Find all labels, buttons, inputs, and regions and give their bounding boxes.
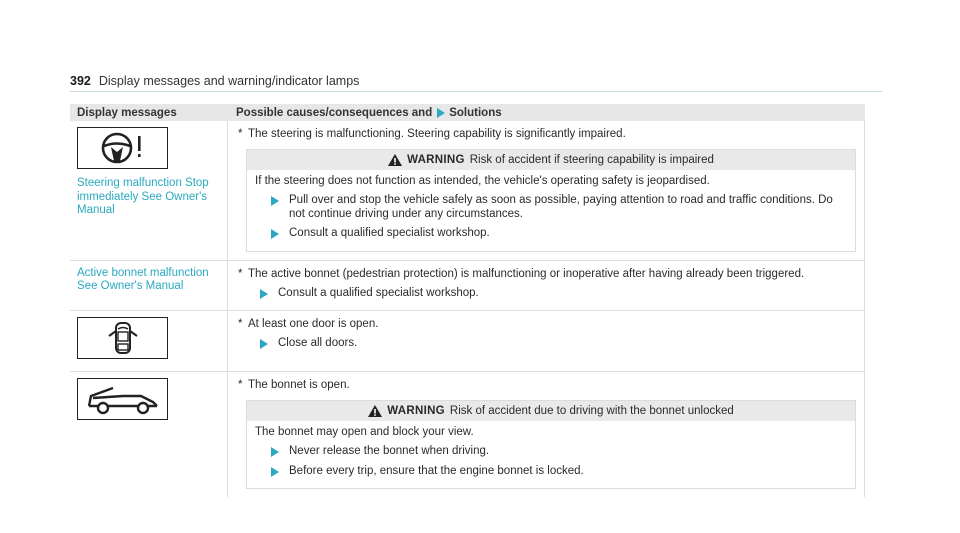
- table-row: [70, 261, 865, 312]
- message-cell: [70, 311, 228, 371]
- table-row: [70, 121, 865, 261]
- table-row: [70, 311, 865, 372]
- solution-text: Pull over and stop the vehicle safely as soon as possible, paying attention to road and traffic conditions. Do not continue driving under any circumstances.: [289, 194, 833, 220]
- solution-arrow-icon: [271, 467, 279, 477]
- solution-arrow-icon: [260, 289, 268, 299]
- message-text: Steering malfunction Stop immediately See Owner's Manual: [77, 177, 209, 216]
- solution-step: [260, 337, 856, 351]
- solution-step: [271, 445, 847, 459]
- footnote-star: *: [238, 318, 243, 330]
- cause-text: The bonnet is open.: [248, 379, 350, 391]
- solution-text: Consult a qualified specialist workshop.: [289, 227, 490, 239]
- solution-arrow-icon: [271, 196, 279, 206]
- footnote-star: *: [238, 267, 243, 280]
- solution-text: Before every trip, ensure that the engine bonnet is locked.: [289, 464, 584, 477]
- warning-body: [247, 170, 855, 251]
- table-row: [70, 372, 865, 497]
- cause-line: [236, 267, 856, 281]
- col-header-causes: [228, 107, 502, 119]
- footnote-star: *: [238, 379, 243, 391]
- door-open-icon: [77, 317, 168, 359]
- warning-title: Risk of accident if steering capability is impaired: [469, 154, 714, 166]
- page-header: [70, 74, 882, 92]
- cause-line: [236, 317, 856, 331]
- page-title: Display messages and warning/indicator lamps: [98, 74, 360, 88]
- warning-triangle-icon: [388, 154, 402, 166]
- col-header-solutions-text: Solutions: [449, 106, 502, 119]
- page-number: 392: [70, 74, 91, 88]
- causes-cell: [228, 372, 865, 497]
- warning-body: [247, 421, 855, 488]
- warning-label: WARNING: [407, 154, 465, 166]
- solution-arrow-icon: [271, 229, 279, 239]
- cause-text: At least one door is open.: [248, 318, 379, 330]
- cause-line: [236, 127, 856, 141]
- warning-title: Risk of accident due to driving with the bonnet unlocked: [449, 405, 734, 417]
- warning-box: [246, 400, 856, 489]
- message-cell: [70, 261, 228, 311]
- warning-header: [247, 401, 855, 421]
- cause-text: The steering is malfunctioning. Steering capability is significantly impaired.: [248, 128, 626, 140]
- solution-text: Close all doors.: [278, 337, 358, 349]
- solution-arrow-icon: [260, 339, 268, 349]
- solution-arrow-icon: [271, 447, 279, 457]
- warning-label: WARNING: [387, 405, 445, 417]
- col-header-causes-text: Possible causes/consequences and: [236, 106, 433, 119]
- solution-step: [271, 465, 847, 479]
- bonnet-open-icon: [77, 378, 168, 420]
- causes-cell: [228, 261, 865, 311]
- warning-header: [247, 150, 855, 170]
- solution-arrow-icon: [437, 108, 445, 118]
- message-cell: [70, 121, 228, 260]
- cause-text: The active bonnet (pedestrian protection) is malfunctioning or inoperative after having already been triggered.: [248, 267, 805, 280]
- warning-box: [246, 149, 856, 252]
- warning-text: If the steering does not function as intended, the vehicle's operating safety is jeopardised.: [255, 175, 710, 187]
- solution-step: [271, 194, 847, 221]
- causes-cell: [228, 311, 865, 371]
- solution-step: [271, 227, 847, 241]
- col-header-messages: Display messages: [77, 106, 177, 119]
- display-messages-table: [70, 104, 865, 497]
- footnote-star: *: [238, 128, 243, 140]
- cause-line: [236, 378, 856, 392]
- solution-step: [260, 287, 856, 301]
- steering-warning-icon: [77, 127, 168, 169]
- solution-text: Never release the bonnet when driving.: [289, 445, 490, 457]
- table-header: [70, 104, 865, 121]
- warning-triangle-icon: [368, 405, 382, 417]
- solution-text: Consult a qualified specialist workshop.: [278, 286, 479, 299]
- message-cell: [70, 372, 228, 497]
- warning-text: The bonnet may open and block your view.: [255, 426, 474, 438]
- message-text: Active bonnet malfunction See Owner's Manual: [77, 266, 209, 292]
- causes-cell: [228, 121, 865, 260]
